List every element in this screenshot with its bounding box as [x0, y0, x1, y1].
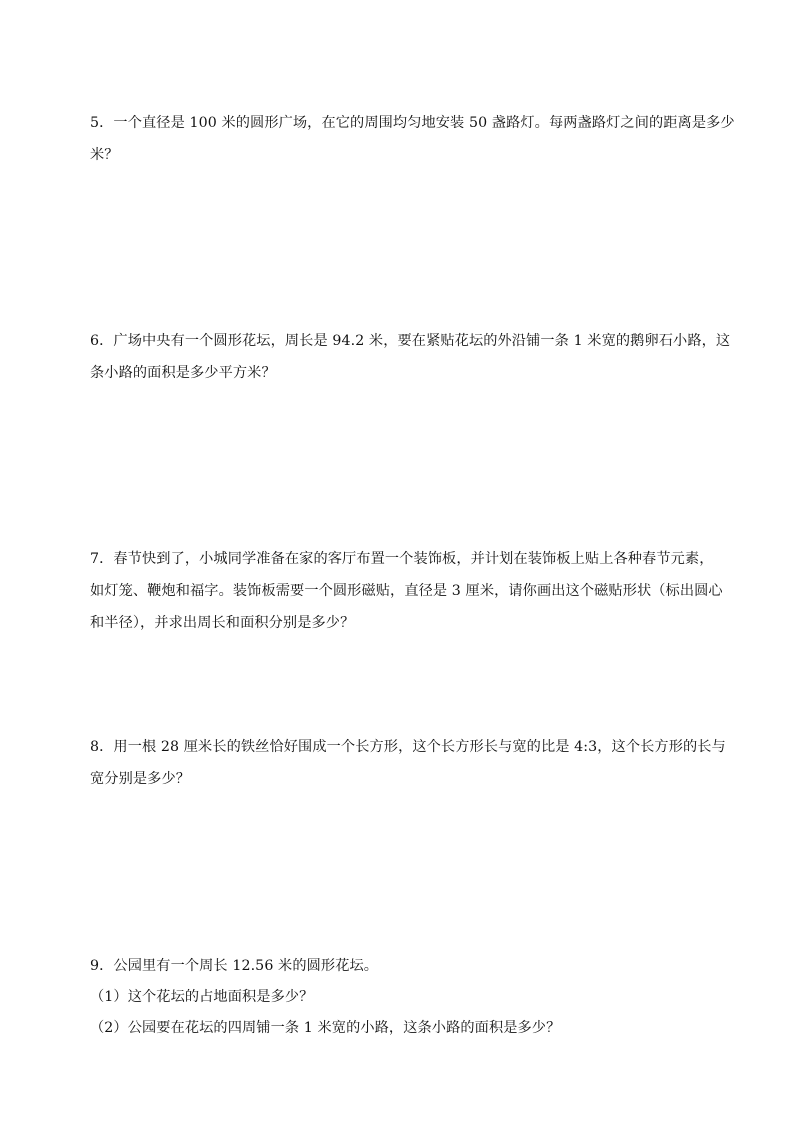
question-6-line-1: 6．广场中央有一个圆形花坛，周长是 94.2 米，要在紧贴花坛的外沿铺一条 1 米宽的鹅卵石小路，这: [90, 333, 731, 349]
question-5-line-1: 5．一个直径是 100 米的圆形广场，在它的周围均匀地安装 50 盏路灯。每两盏路灯之间的距离是多少: [90, 115, 735, 131]
question-7-line-2: 如灯笼、鞭炮和福字。装饰板需要一个圆形磁贴，直径是 3 厘米，请你画出这个磁贴形状（标出圆心: [90, 583, 723, 599]
question-8-line-1: 8．用一根 28 厘米长的铁丝恰好围成一个长方形，这个长方形长与宽的比是 4:3，这个长方形的长与: [90, 739, 726, 755]
question-6-line-2: 条小路的面积是多少平方米？: [90, 365, 276, 381]
question-7-line-1: 7．春节快到了，小城同学准备在家的客厅布置一个装饰板，并计划在装饰板上贴上各种春节元素，: [90, 551, 714, 567]
question-7-line-3: 和半径），并求出周长和面积分别是多少？: [90, 615, 355, 631]
question-9-subquestion-2: （2）公园要在花坛的四周铺一条 1 米宽的小路，这条小路的面积是多少？: [90, 1020, 561, 1036]
question-8-line-2: 宽分别是多少？: [90, 771, 191, 787]
question-5-line-2: 米？: [90, 147, 119, 163]
question-9-subquestion-1: （1）这个花坛的占地面积是多少？: [90, 989, 314, 1005]
question-9-line-1: 9．公园里有一个周长 12.56 米的圆形花坛。: [90, 958, 379, 974]
